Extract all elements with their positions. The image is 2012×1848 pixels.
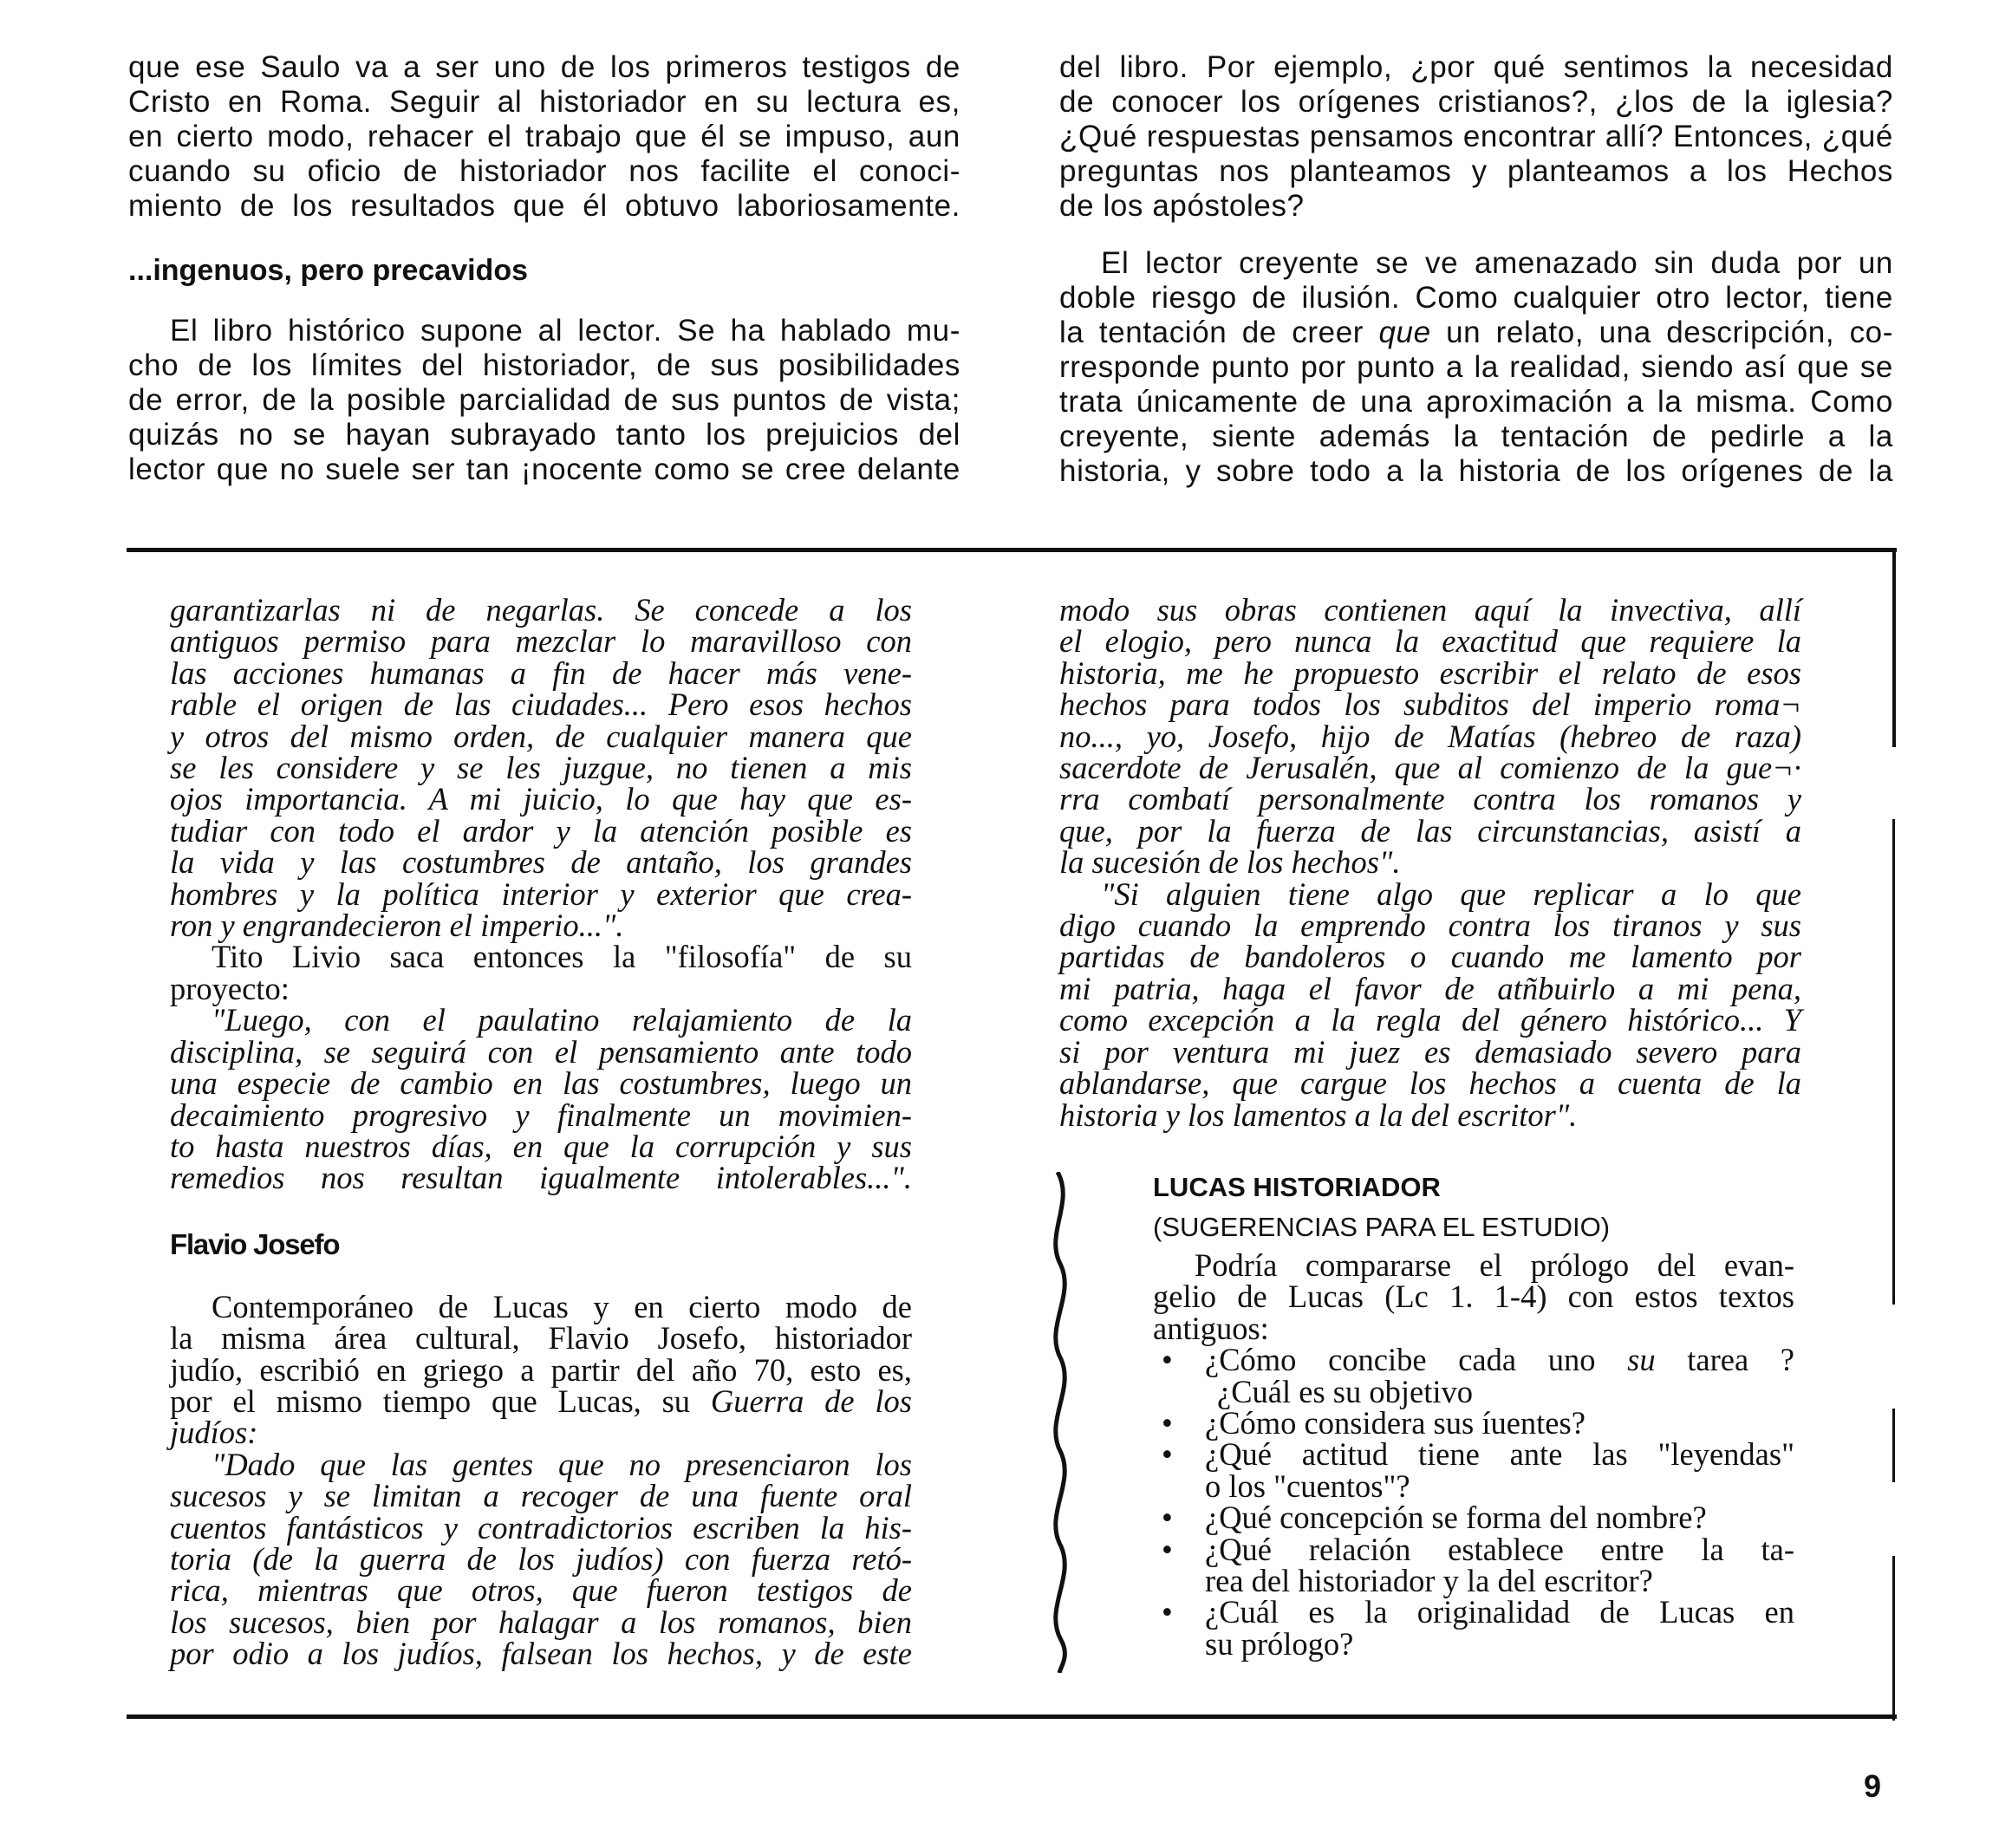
text-line: judío, escribió en griego a partir del año 70, esto es,	[170, 1351, 912, 1388]
text-span: la tentación de creer	[1059, 316, 1379, 349]
quote-line: partidas de bandoleros o cuando me lamento por	[1059, 939, 1801, 975]
quote-line: modo sus obras contienen aquí la invectiva, allí	[1059, 592, 1801, 628]
quote-line: ojos importancia. A mi juicio, lo que hay que es-	[170, 781, 912, 817]
quote-line: tudiar con todo el ardor y la atención posible es	[170, 812, 912, 849]
quote-line: rra combatí personalmente contra los romanos y	[1059, 781, 1801, 817]
text-line: de los apóstoles?	[1059, 189, 1305, 223]
inset-subtitle: (SUGERENCIAS PARA EL ESTUDIO)	[1153, 1212, 1611, 1242]
section-heading-flavio-josefo: Flavio Josefo	[170, 1227, 340, 1260]
top-right-column	[1059, 50, 1893, 489]
text-line: miento de los resultados que él obtuvo laboriosamente.	[128, 189, 960, 223]
text-line: en cierto modo, rehacer el trabajo que él se impuso, aun	[128, 120, 960, 153]
box-right-rule-2	[1892, 819, 1895, 1305]
quote-line: hombres y la política interior y exterior que crea-	[170, 875, 912, 912]
quote-line: "Si alguien tiene algo que replicar a lo que	[1101, 875, 1801, 912]
livio-quote-1	[170, 592, 912, 944]
text-line	[1205, 1344, 1794, 1376]
quote-line: to hasta nuestros días, en que la corrupción y sus	[170, 1128, 912, 1164]
bullet-icon: •	[1162, 1531, 1173, 1567]
box-bottom-rule	[127, 1715, 1897, 1719]
top-right-paragraph	[1059, 50, 1893, 224]
text-line: rea del historiador y la del escritor?	[1205, 1563, 1653, 1599]
quote-line: una especie de cambio en las costumbres, luego un	[170, 1065, 912, 1102]
box-right-column	[1059, 592, 1801, 1133]
text-line	[170, 1383, 912, 1419]
quote-line: no..., yo, Josefo, hijo de Matías (hebreo de raza)	[1059, 718, 1801, 754]
flavio-josefo-paragraph	[170, 1288, 912, 1451]
text-line: preguntas nos planteamos y planteamos a los Hechos	[1059, 154, 1893, 188]
quote-line: ron y engrandecieron el imperio...".	[170, 908, 624, 944]
text-line: que ese Saulo va a ser uno de los primeros testigos de	[128, 50, 960, 84]
text-line: de conocer los orígenes cristianos?, ¿los de la iglesia?	[1059, 85, 1893, 119]
text-line: trata únicamente de una aproximación a la misma. Como	[1059, 385, 1893, 419]
question-list	[1153, 1344, 1794, 1660]
quote-line: el elogio, pero nunca la exactitud que requiere la	[1059, 623, 1801, 660]
text-line: Podría compararse el prólogo del evan-	[1195, 1247, 1794, 1283]
text-line: gelio de Lucas (Lc 1. 1-4) con estos textos	[1153, 1279, 1794, 1315]
quote-line: por odio a los judíos, falsean los hechos, y de este	[170, 1636, 912, 1672]
text-line: Tito Livio saca entonces la "filosofía" de su	[212, 939, 912, 975]
text-line: la misma área cultural, Flavio Josefo, historiador	[170, 1320, 912, 1357]
quote-line: toria (de la guerra de los judíos) con fuerza retó-	[170, 1540, 912, 1577]
text-line: cho de los límites del historiador, de sus posibilidades	[128, 348, 960, 382]
quote-line: digo cuando la emprendo contra los tiranos y sus	[1059, 908, 1801, 944]
box-right-rule-3	[1892, 1409, 1895, 1482]
text-line: Contemporáneo de Lucas y en cierto modo de	[212, 1288, 912, 1324]
bullet-icon: •	[1162, 1594, 1173, 1630]
text-span: un relato, una descripción, co-	[1430, 316, 1894, 349]
inset-title: LUCAS HISTORIADOR	[1153, 1172, 1441, 1202]
section-heading: ...ingenuos, pero precavidos	[128, 254, 528, 287]
box-right-rule-1	[1892, 548, 1896, 747]
quote-line: ablandarse, que cargue los hechos a cuenta de la	[1059, 1065, 1801, 1102]
text-line: su prólogo?	[1205, 1625, 1354, 1662]
top-left-column	[128, 50, 960, 487]
josefo-quote-3	[1059, 875, 1801, 1133]
text-line: El libro histórico supone al lector. Se ha hablado mu-	[170, 314, 960, 348]
quote-line: como excepción a la regla del género histórico... Y	[1059, 1002, 1801, 1038]
bullet-icon: •	[1162, 1342, 1173, 1378]
quote-line: que, por la fuerza de las circunstancias, asistí a	[1059, 812, 1801, 849]
quote-line: historia, me he propuesto escribir el relato de esos	[1059, 654, 1801, 691]
quote-line: mi patria, haga el favor de atñbuirlo a mi pena,	[1059, 970, 1801, 1006]
text-line: ¿Cuál es su objetivo	[1217, 1373, 1473, 1409]
quote-line: la vida y las costumbres de antaño, los grandes	[170, 844, 912, 881]
quote-line: hechos para todos los subditos del imperio roma¬	[1059, 686, 1801, 723]
text-line: lector que no suele ser tan ¡nocente como se cree delante	[128, 452, 960, 486]
quote-line: remedios nos resultan igualmente intolerables...".	[170, 1160, 912, 1196]
josefo-quote-1	[170, 1446, 912, 1672]
livio-quote-2	[170, 1002, 912, 1196]
text-line: ¿Qué concepción se forma del nombre?	[1205, 1500, 1707, 1536]
quote-line: rable el origen de las ciudades... Pero esos hechos	[170, 686, 912, 723]
text-line: rresponde punto por punto a la realidad, siendo así que se	[1059, 350, 1893, 384]
quote-line: sucesos y se limitan a recoger de una fuente oral	[170, 1478, 912, 1514]
text-line: quizás no se hayan subrayado tanto los prejuicios del	[128, 418, 960, 452]
wavy-bracket-line	[1056, 1172, 1065, 1673]
box-left-column	[170, 592, 912, 1672]
study-suggestions-box	[1153, 1170, 1794, 1660]
list-item	[1153, 1436, 1794, 1504]
text-line: antiguos:	[1153, 1310, 1269, 1346]
quote-line: rica, mientras que otros, que fueron testigos de	[170, 1572, 912, 1609]
quote-line: garantizarlas ni de negarlas. Se concede a los	[170, 592, 912, 628]
wavy-bracket	[1049, 1172, 1078, 1673]
text-line: doble riesgo de ilusión. Como cualquier otro lector, tiene	[1059, 281, 1893, 315]
top-left-paragraph-2	[128, 314, 960, 487]
text-line: del libro. Por ejemplo, ¿por qué sentimos la necesidad	[1059, 50, 1893, 84]
text-line: creyente, siente además la tentación de pedirle a la	[1059, 420, 1893, 453]
text-line: El lector creyente se ve amenazado sin duda por un	[1101, 246, 1893, 280]
emphasis: que	[1378, 316, 1431, 349]
quote-line: si por ventura mi juez es demasiado severo para	[1059, 1033, 1801, 1070]
text-line: o los "cuentos"?	[1205, 1467, 1410, 1504]
list-item	[1153, 1594, 1794, 1662]
quote-line: historia y los lamentos a la del escritor".	[1059, 1096, 1578, 1133]
inset-intro	[1153, 1247, 1794, 1346]
josefo-quote-2	[1059, 592, 1801, 881]
text-line: proyecto:	[170, 970, 290, 1006]
text-line: de error, de la posible parcialidad de sus puntos de vista;	[128, 383, 960, 417]
text-line: historia, y sobre todo a la historia de los orígenes de la	[1059, 454, 1893, 488]
quote-line: los sucesos, bien por halagar a los romanos, bien	[170, 1604, 912, 1640]
list-item	[1153, 1531, 1794, 1599]
list-item	[1153, 1405, 1794, 1441]
tito-livio-paragraph	[170, 941, 912, 1005]
quote-line: "Luego, con el paulatino relajamiento de la	[212, 1002, 912, 1038]
text-span: ¿Cómo concibe cada uno	[1205, 1342, 1628, 1378]
quote-line: cuentos fantásticos y contradictorios escriben la his-	[170, 1509, 912, 1545]
text-line: ¿Qué respuestas pensamos encontrar allí? Entonces, ¿qué	[1059, 120, 1893, 153]
text-line: ¿Cómo considera sus íuentes?	[1205, 1405, 1586, 1441]
top-right-paragraph-2	[1059, 246, 1893, 489]
bullet-icon: •	[1162, 1405, 1173, 1441]
quote-line: antiguos permiso para mezclar lo maravilloso con	[170, 623, 912, 660]
quote-line: las acciones humanas a fin de hacer más vene-	[170, 654, 912, 691]
text-line: ¿Qué actitud tiene ante las "leyendas"	[1205, 1436, 1794, 1473]
page-number: 9	[1864, 1768, 1882, 1804]
book-title: Guerra de los	[710, 1383, 912, 1419]
text-line: Cristo en Roma. Seguir al historiador en su lectura es,	[128, 85, 960, 119]
quote-line: se les considere y se les juzgue, no tienen a mis	[170, 750, 912, 786]
list-item	[1153, 1344, 1794, 1408]
bullet-icon: •	[1162, 1500, 1173, 1536]
quote-line: y otros del mismo orden, de cualquier manera que	[170, 718, 912, 754]
quote-line: decaimiento progresivo y finalmente un movimien-	[170, 1096, 912, 1133]
emphasis: su	[1627, 1342, 1656, 1378]
quote-line: sacerdote de Jerusalén, que al comienzo de la gue¬·	[1059, 750, 1801, 786]
top-left-paragraph	[128, 50, 960, 224]
list-item	[1153, 1500, 1794, 1536]
text-line	[1059, 316, 1893, 350]
quote-line: "Dado que las gentes que no presenciaron los	[212, 1446, 912, 1482]
quote-line: disciplina, se seguirá con el pensamiento ante todo	[170, 1033, 912, 1070]
text-span: por el mismo tiempo que Lucas, su	[170, 1383, 711, 1419]
box-top-rule	[127, 548, 1897, 552]
quote-line: la sucesión de los hechos".	[1059, 844, 1401, 881]
bullet-icon: •	[1162, 1436, 1173, 1473]
box-right-rule-4	[1892, 1556, 1895, 1721]
text-line: ¿Qué relación establece entre la ta-	[1205, 1531, 1794, 1567]
text-line: judíos:	[170, 1415, 258, 1451]
text-span: tarea ?	[1655, 1342, 1794, 1378]
text-line: cuando su oficio de historiador nos facilite el conoci-	[128, 154, 960, 188]
text-line: ¿Cuál es la originalidad de Lucas en	[1205, 1594, 1794, 1630]
